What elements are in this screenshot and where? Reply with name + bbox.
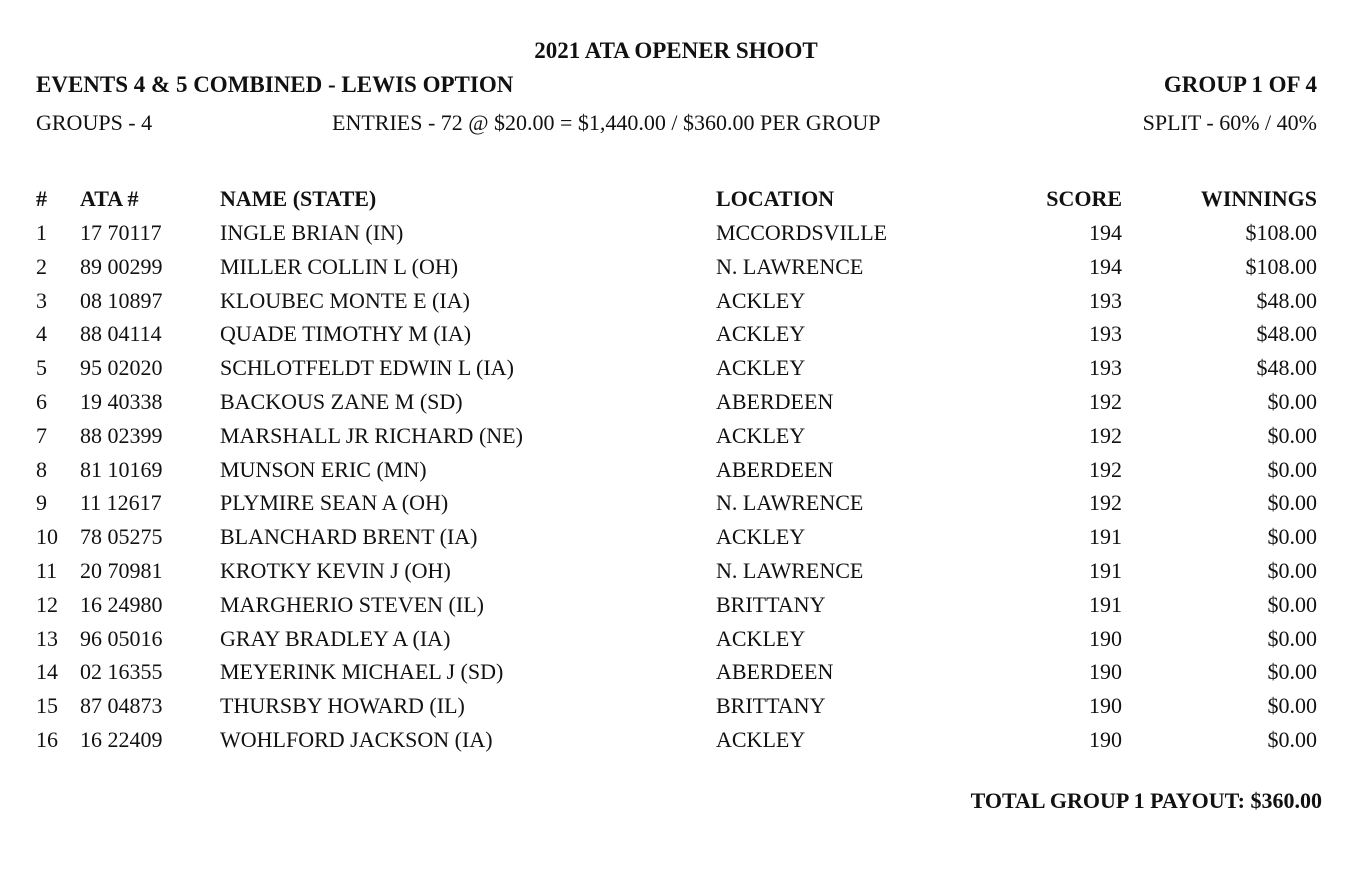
ata-number-cell: 78 05275 bbox=[80, 524, 163, 550]
winnings-cell: $48.00 bbox=[1256, 287, 1317, 313]
column-header-num: # bbox=[36, 186, 47, 211]
row-number-cell: 4 bbox=[36, 321, 47, 347]
score-cell: 192 bbox=[1089, 490, 1122, 516]
ata-number-cell: 87 04873 bbox=[80, 693, 163, 719]
table-row bbox=[0, 727, 1361, 761]
ata-number-cell: 08 10897 bbox=[80, 287, 163, 313]
row-number-cell: 3 bbox=[36, 287, 47, 313]
score-cell: 190 bbox=[1089, 693, 1122, 719]
location-cell: ACKLEY bbox=[716, 726, 806, 752]
row-number-cell: 16 bbox=[36, 726, 58, 752]
winnings-cell: $108.00 bbox=[1245, 253, 1317, 279]
payout-split: SPLIT - 60% / 40% bbox=[1142, 110, 1317, 135]
shooter-name-cell: THURSBY HOWARD (IL) bbox=[220, 693, 465, 719]
event-title: EVENTS 4 & 5 COMBINED - LEWIS OPTION bbox=[36, 72, 514, 97]
column-header-name: NAME (STATE) bbox=[220, 186, 377, 211]
location-cell: BRITTANY bbox=[716, 591, 826, 617]
ata-number-cell: 96 05016 bbox=[80, 625, 163, 651]
ata-number-cell: 19 40338 bbox=[80, 388, 163, 414]
column-header-location: LOCATION bbox=[716, 186, 835, 211]
winnings-cell: $0.00 bbox=[1267, 659, 1317, 685]
location-cell: BRITTANY bbox=[716, 693, 826, 719]
ata-number-cell: 02 16355 bbox=[80, 659, 163, 685]
score-cell: 193 bbox=[1089, 287, 1122, 313]
table-row bbox=[0, 355, 1361, 389]
row-number-cell: 11 bbox=[36, 557, 58, 583]
shooter-name-cell: MUNSON ERIC (MN) bbox=[220, 456, 427, 482]
winnings-cell: $0.00 bbox=[1267, 557, 1317, 583]
winnings-cell: $0.00 bbox=[1267, 388, 1317, 414]
location-cell: ABERDEEN bbox=[716, 388, 834, 414]
document-title: 2021 ATA OPENER SHOOT bbox=[534, 38, 818, 63]
location-cell: N. LAWRENCE bbox=[716, 490, 864, 516]
score-cell: 191 bbox=[1089, 557, 1122, 583]
location-cell: N. LAWRENCE bbox=[716, 557, 864, 583]
row-number-cell: 2 bbox=[36, 253, 47, 279]
location-cell: ACKLEY bbox=[716, 287, 806, 313]
table-row bbox=[0, 693, 1361, 727]
score-cell: 194 bbox=[1089, 220, 1122, 245]
winnings-cell: $0.00 bbox=[1267, 625, 1317, 651]
score-cell: 193 bbox=[1089, 321, 1122, 347]
row-number-cell: 14 bbox=[36, 659, 58, 685]
total-payout: TOTAL GROUP 1 PAYOUT: $360.00 bbox=[970, 788, 1322, 813]
score-cell: 192 bbox=[1089, 388, 1122, 414]
winnings-cell: $48.00 bbox=[1256, 355, 1317, 381]
location-cell: ABERDEEN bbox=[716, 659, 834, 685]
ata-number-cell: 16 22409 bbox=[80, 726, 163, 752]
column-header-winnings: WINNINGS bbox=[1200, 186, 1317, 211]
row-number-cell: 15 bbox=[36, 693, 58, 719]
table-header-row bbox=[0, 186, 1361, 220]
shooter-name-cell: KROTKY KEVIN J (OH) bbox=[220, 557, 451, 583]
score-cell: 190 bbox=[1089, 625, 1122, 651]
winnings-cell: $0.00 bbox=[1267, 490, 1317, 516]
row-number-cell: 10 bbox=[36, 524, 58, 550]
table-row bbox=[0, 389, 1361, 423]
winnings-cell: $48.00 bbox=[1256, 321, 1317, 347]
score-cell: 193 bbox=[1089, 355, 1122, 381]
score-cell: 192 bbox=[1089, 456, 1122, 482]
column-header-ata: ATA # bbox=[80, 186, 139, 211]
shooter-name-cell: MARGHERIO STEVEN (IL) bbox=[220, 591, 484, 617]
shooter-name-cell: INGLE BRIAN (IN) bbox=[220, 220, 404, 245]
location-cell: ACKLEY bbox=[716, 524, 806, 550]
score-cell: 191 bbox=[1089, 524, 1122, 550]
groups-count: GROUPS - 4 bbox=[36, 110, 153, 135]
winnings-cell: $0.00 bbox=[1267, 422, 1317, 448]
table-row bbox=[0, 524, 1361, 558]
table-row bbox=[0, 558, 1361, 592]
row-number-cell: 13 bbox=[36, 625, 58, 651]
shooter-name-cell: SCHLOTFELDT EDWIN L (IA) bbox=[220, 355, 514, 381]
location-cell: ACKLEY bbox=[716, 321, 806, 347]
ata-number-cell: 88 02399 bbox=[80, 422, 163, 448]
shooter-name-cell: PLYMIRE SEAN A (OH) bbox=[220, 490, 449, 516]
location-cell: ACKLEY bbox=[716, 355, 806, 381]
location-cell: ACKLEY bbox=[716, 625, 806, 651]
row-number-cell: 9 bbox=[36, 490, 47, 516]
ata-number-cell: 20 70981 bbox=[80, 557, 163, 583]
ata-number-cell: 11 12617 bbox=[80, 490, 162, 516]
table-row bbox=[0, 626, 1361, 660]
table-row bbox=[0, 254, 1361, 288]
score-cell: 190 bbox=[1089, 726, 1122, 752]
score-cell: 192 bbox=[1089, 422, 1122, 448]
location-cell: MCCORDSVILLE bbox=[716, 220, 888, 245]
shooter-name-cell: GRAY BRADLEY A (IA) bbox=[220, 625, 451, 651]
ata-number-cell: 95 02020 bbox=[80, 355, 163, 381]
row-number-cell: 12 bbox=[36, 591, 58, 617]
winnings-cell: $0.00 bbox=[1267, 591, 1317, 617]
table-row bbox=[0, 490, 1361, 524]
shooter-name-cell: BACKOUS ZANE M (SD) bbox=[220, 388, 463, 414]
shooter-name-cell: MILLER COLLIN L (OH) bbox=[220, 253, 459, 279]
ata-number-cell: 17 70117 bbox=[80, 220, 162, 245]
shooter-name-cell: MARSHALL JR RICHARD (NE) bbox=[220, 422, 523, 448]
winnings-cell: $0.00 bbox=[1267, 726, 1317, 752]
shooter-name-cell: BLANCHARD BRENT (IA) bbox=[220, 524, 478, 550]
table-row bbox=[0, 423, 1361, 457]
table-row bbox=[0, 220, 1361, 254]
group-label: GROUP 1 OF 4 bbox=[1163, 72, 1317, 97]
table-row bbox=[0, 592, 1361, 626]
row-number-cell: 6 bbox=[36, 388, 47, 414]
winnings-cell: $0.00 bbox=[1267, 693, 1317, 719]
winnings-cell: $0.00 bbox=[1267, 456, 1317, 482]
row-number-cell: 8 bbox=[36, 456, 47, 482]
ata-number-cell: 88 04114 bbox=[80, 321, 162, 347]
location-cell: ACKLEY bbox=[716, 422, 806, 448]
shooter-name-cell: WOHLFORD JACKSON (IA) bbox=[220, 726, 493, 752]
table-body bbox=[0, 220, 1361, 761]
column-header-score: SCORE bbox=[1046, 186, 1122, 211]
table-row bbox=[0, 659, 1361, 693]
location-cell: N. LAWRENCE bbox=[716, 253, 864, 279]
ata-number-cell: 89 00299 bbox=[80, 253, 163, 279]
table-row bbox=[0, 288, 1361, 322]
shooter-name-cell: KLOUBEC MONTE E (IA) bbox=[220, 287, 470, 313]
location-cell: ABERDEEN bbox=[716, 456, 834, 482]
row-number-cell: 1 bbox=[36, 220, 47, 245]
shooter-name-cell: MEYERINK MICHAEL J (SD) bbox=[220, 659, 504, 685]
results-table bbox=[0, 186, 1361, 761]
winnings-cell: $108.00 bbox=[1245, 220, 1317, 245]
row-number-cell: 5 bbox=[36, 355, 47, 381]
ata-number-cell: 81 10169 bbox=[80, 456, 163, 482]
score-cell: 191 bbox=[1089, 591, 1122, 617]
score-cell: 194 bbox=[1089, 253, 1122, 279]
shooter-name-cell: QUADE TIMOTHY M (IA) bbox=[220, 321, 472, 347]
table-row bbox=[0, 457, 1361, 491]
table-row bbox=[0, 321, 1361, 355]
ata-number-cell: 16 24980 bbox=[80, 591, 163, 617]
row-number-cell: 7 bbox=[36, 422, 47, 448]
entries-summary: ENTRIES - 72 @ $20.00 = $1,440.00 / $360.00 PER GROUP bbox=[332, 110, 881, 135]
winnings-cell: $0.00 bbox=[1267, 524, 1317, 550]
score-cell: 190 bbox=[1089, 659, 1122, 685]
